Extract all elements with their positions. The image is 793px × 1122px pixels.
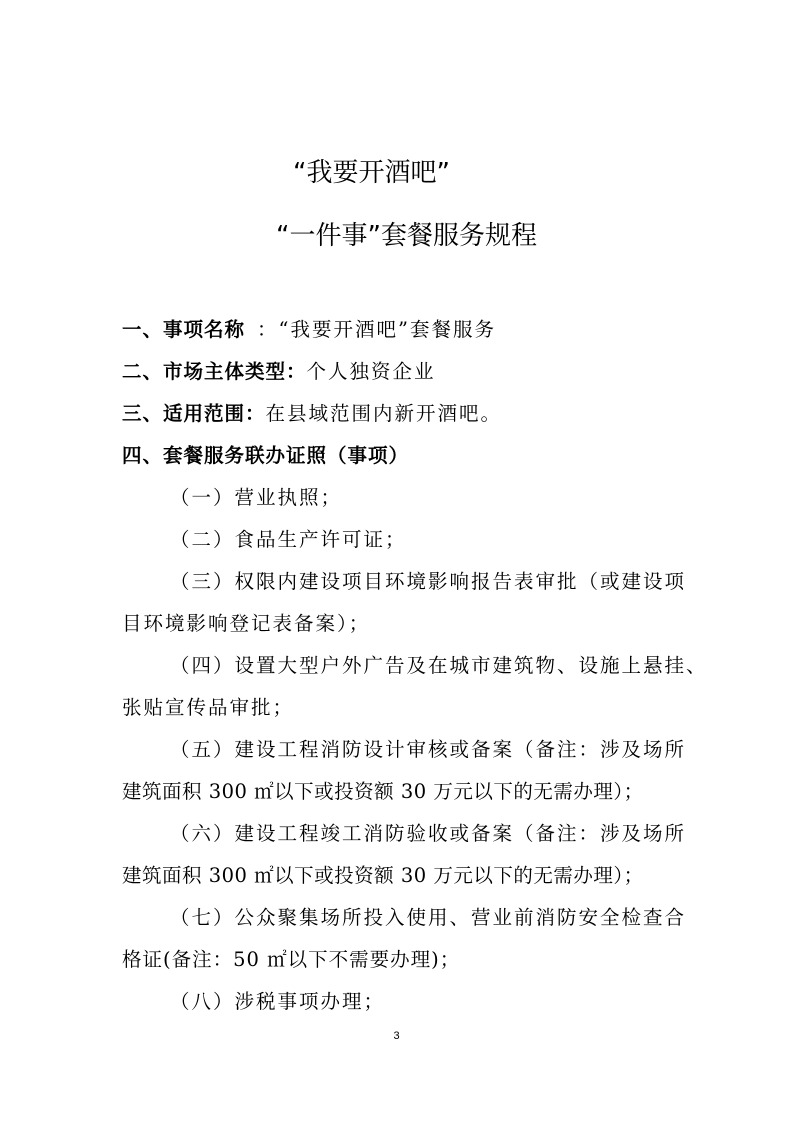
list-item: （三）权限内建设项目环境影响报告表审批（或建设项 <box>170 570 687 593</box>
list-item: （一）营业执照； <box>170 486 343 509</box>
section-value: 个人独资企业 <box>306 360 436 383</box>
list-item: （七）公众聚集场所投入使用、营业前消防安全检查合 <box>170 906 687 929</box>
list-item: （六）建设工程竣工消防验收或备案（备注：涉及场所 <box>170 822 687 845</box>
list-item: （四）设置大型户外广告及在城市建筑物、设施上悬挂、 <box>170 654 708 677</box>
section-licenses <box>122 440 682 468</box>
page-number: 3 <box>393 1030 400 1042</box>
section-label: 三、适用范围： <box>122 402 266 425</box>
document-title-line-2: “一件事”套餐服务规程 <box>276 221 537 251</box>
section-item-name <box>122 314 682 342</box>
list-item: （二）食品生产许可证； <box>170 528 407 551</box>
list-item-continuation: 建筑面积 300 ㎡以下或投资额 30 万元以下的无需办理）； <box>122 864 644 887</box>
list-item-continuation: 格证(备注：50 ㎡以下不需要办理)； <box>122 948 461 971</box>
section-value: ：“我要开酒吧”套餐服务 <box>257 318 496 341</box>
section-value: 在县域范围内新开酒吧。 <box>265 402 503 425</box>
section-label: 四、套餐服务联办证照（事项） <box>122 444 410 467</box>
list-item-continuation: 建筑面积 300 ㎡以下或投资额 30 万元以下的无需办理）； <box>122 780 644 803</box>
section-label: 一、事项名称 <box>122 318 246 341</box>
list-item-continuation: 目环境影响登记表备案）； <box>122 612 371 635</box>
section-scope <box>122 398 682 426</box>
section-entity-type <box>122 356 682 384</box>
list-item-continuation: 张贴宣传品审批； <box>122 696 295 719</box>
section-label: 二、市场主体类型： <box>122 360 307 383</box>
document-title-line-1: “我要开酒吧” <box>293 158 450 188</box>
list-item: （五）建设工程消防设计审核或备案（备注：涉及场所 <box>170 738 687 761</box>
list-item: （八）涉税事项办理； <box>170 990 386 1013</box>
